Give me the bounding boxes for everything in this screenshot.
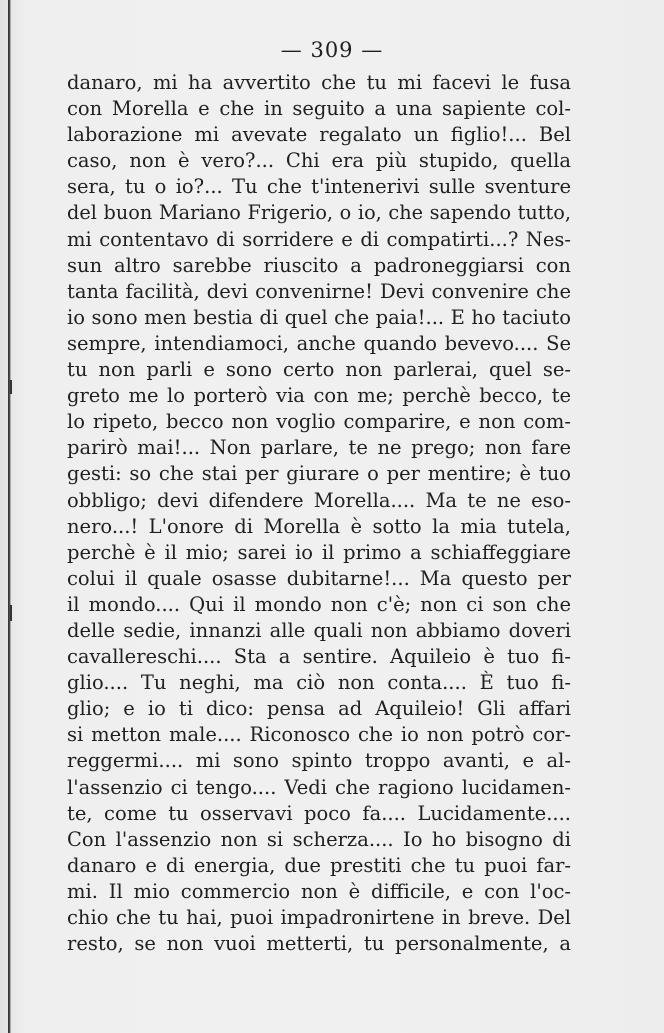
text-line: greto me lo porterò via con me; perchè becco, te [67, 384, 571, 408]
binding-edge [8, 0, 11, 1033]
text-line: Con l'assenzio non si scherza.... Io ho bisogno di [67, 827, 571, 851]
text-line: laborazione mi avevate regalato un figlio!... Bel [67, 123, 571, 147]
text-line: glio.... Tu neghi, ma ciò non conta.... È tuo fi- [67, 671, 571, 695]
margin-mark [10, 380, 12, 394]
page-number: — 309 — [280, 38, 384, 62]
text-line: tanta facilità, devi convenirne! Devi convenire che [67, 279, 571, 303]
text-line: si metton male.... Riconosco che io non potrò cor- [67, 723, 571, 747]
margin-mark [10, 605, 12, 621]
text-line: mi contentavo di sorridere e di compatirti...? Nes- [67, 227, 571, 251]
text-line: colui il quale osasse dubitarne!... Ma questo per [67, 566, 571, 590]
text-line: danaro, mi ha avvertito che tu mi facevi le fusa [67, 71, 571, 94]
text-line: io sono men bestia di quel che paia!... E ho taciuto [67, 305, 571, 329]
text-line: danaro e di energia, due prestiti che tu puoi far- [67, 853, 571, 877]
text-line: cavallereschi.... Sta a sentire. Aquileio è tuo fi- [67, 645, 571, 669]
body-text [67, 70, 571, 957]
text-line: sempre, intendiamoci, anche quando bevevo.... Se [67, 331, 571, 355]
text-line: gesti: so che stai per giurare o per mentire; è tuo [67, 462, 571, 486]
text-line: delle sedie, innanzi alle quali non abbiamo doveri [67, 618, 571, 642]
text-line: resto, se non vuoi metterti, tu personalmente, a [67, 932, 571, 956]
text-line: mi. Il mio commercio non è difficile, e con l'oc- [67, 879, 571, 903]
text-line: parirò mai!... Non parlare, te ne prego; non fare [67, 436, 571, 460]
text-line: obbligo; devi difendere Morella.... Ma te ne eso- [67, 488, 571, 512]
text-line: l'assenzio ci tengo.... Vedi che ragiono lucidamen- [67, 775, 571, 799]
text-line: il mondo.... Qui il mondo non c'è; non ci son che [67, 592, 571, 616]
text-line: te, come tu osservavi poco fa.... Lucidamente.... [67, 801, 571, 825]
text-line: perchè è il mio; sarei io il primo a schiaffeggiare [67, 540, 571, 564]
text-line: chio che tu hai, puoi impadronirtene in breve. Del [67, 906, 571, 929]
text-line: reggermi.... mi sono spinto troppo avanti, e al- [67, 749, 571, 773]
text-line: caso, non è vero?... Chi era più stupido, quella [67, 149, 571, 173]
text-line: lo ripeto, becco non voglio comparire, e non com- [67, 410, 571, 434]
text-line: con Morella e che in seguito a una sapiente col- [67, 97, 571, 121]
text-line: sera, tu o io?... Tu che t'intenerivi sulle sventure [67, 175, 571, 199]
text-line: nero...! L'onore di Morella è sotto la mia tutela, [67, 514, 571, 538]
text-line: sun altro sarebbe riuscito a padroneggiarsi con [67, 253, 571, 277]
text-line: glio; e io ti dico: pensa ad Aquileio! Gli affari [67, 697, 571, 721]
text-line: tu non parli e sono certo non parlerai, quel se- [67, 358, 571, 382]
text-line: del buon Mariano Frigerio, o io, che sapendo tutto, [67, 201, 571, 225]
